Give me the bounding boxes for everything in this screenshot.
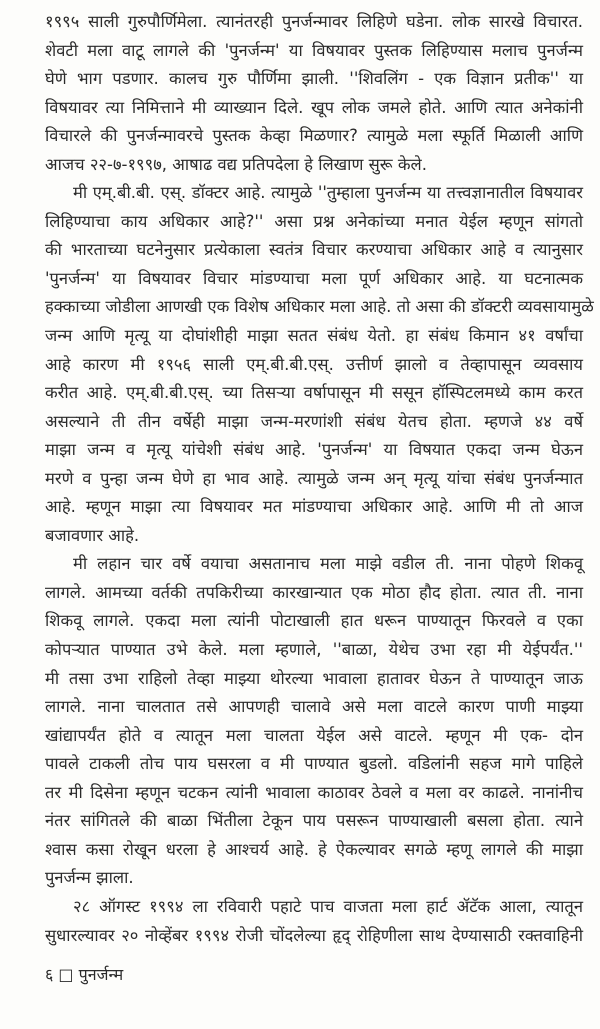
text-line: आहे. म्हणून माझा त्या विषयावर मत मांडण्याचा अधिकार आहे. आणि मी तो आज (45, 497, 583, 517)
text-line: बजावणार आहे. (45, 525, 140, 545)
text-line: पावले टाकली तोच पाय घसरला व मी पाण्यात बुडलो. वडिलांनी सहज मागे पाहिले (45, 754, 583, 774)
text-line: आजच २२-७-१९९७, आषाढ वद्य प्रतिपदेला हे लिखाण सुरू केले. (45, 154, 427, 174)
text-line: विचारले की पुनर्जन्मावरचे पुस्तक केव्हा मिळणार? त्यामुळे मला स्फूर्ति मिळाली आणि (45, 126, 583, 146)
text-line: असल्याने ती तीन वर्षेही माझा जन्म-मरणांशी संबंध येतच होता. म्हणजे ४४ वर्षे (45, 411, 583, 431)
text-line: सुधारल्यावर २० नोव्हेंबर १९९४ रोजी चोंदलेल्या हृद् रोहिणीला साथ देण्यासाठी रक्तवाहिनी (45, 925, 583, 945)
text-line: की भारताच्या घटनेनुसार प्रत्येकाला स्वतंत्र विचार करण्याचा अधिकार आहे व त्यानुसार (45, 240, 583, 260)
footer-separator: □ (58, 965, 74, 984)
text-line: खांद्यापर्यंत होते व त्यातून मला चालता येईल असे वाटले. म्हणून मी एक- दोन (45, 725, 583, 745)
text-line: पुनर्जन्म झाला. (45, 868, 134, 888)
text-line: आहे कारण मी १९५६ साली एम्.बी.बी.एस्. उत्तीर्ण झालो व तेव्हापासून व्यवसाय (45, 354, 583, 374)
text-line: जन्म आणि मृत्यू या दोघांशीही माझा सतत संबंध येतो. हा संबंध किमान ४१ वर्षांचा (45, 326, 583, 346)
page-body (45, 8, 594, 950)
page-number: ६ (45, 965, 54, 984)
text-line: माझा जन्म व मृत्यू यांचेशी संबंध आहे. 'पुनर्जन्म' या विषयात एकदा जन्म घेऊन (45, 440, 583, 460)
paragraph (45, 893, 583, 950)
text-line: नंतर सांगितले की बाळा भिंतीला टेकून पाय पसरून पाण्याखाली बसला होता. त्याने (45, 811, 583, 831)
paragraph (45, 550, 583, 893)
text-line: शिकवू लागले. एकदा मला त्यांनी पोटाखाली हात धरून पाण्यातून फिरवले व एका (45, 611, 583, 631)
text-line: तर मी दिसेना म्हणून चटकन त्यांनी भावाला काठावर ठेवले व मला वर काढले. नानांनीच (45, 782, 583, 802)
text-line: हक्काच्या जोडीला आणखी एक विशेष अधिकार मला आहे. तो असा की डॉक्टरी व्यवसायामुळे (45, 297, 594, 317)
paragraph (45, 179, 594, 550)
text-line: मी लहान चार वर्षे वयाचा असतानाच मला माझे वडील ती. नाना पोहणे शिकवू (73, 554, 583, 574)
text-line: लागले. आमच्या वर्तकी तपकिरीच्या कारखान्यात एक मोठा हौद होता. त्यात ती. नाना (45, 582, 583, 602)
text-line: मी तसा उभा राहिलो तेव्हा माझ्या थोरल्या भावाला हातावर घेऊन ते पाण्यातून जाऊ (45, 668, 583, 688)
text-line: मी एम्.बी.बी. एस्. डॉक्टर आहे. त्यामुळे ''तुम्हाला पुनर्जन्म या तत्त्वज्ञानातील विषयावर (73, 183, 583, 203)
text-line: विषयावर त्या निमित्ताने मी व्याख्यान दिले. खूप लोक जमले होते. आणि त्यात अनेकांनी (45, 97, 583, 117)
text-line: 'पुनर्जन्म' या विषयावर विचार मांडण्याचा मला पूर्ण अधिकार आहे. या घटनात्मक (45, 268, 583, 288)
page-footer (45, 963, 123, 985)
text-line: २८ ऑगस्ट १९९४ ला रविवारी पहाटे पाच वाजता मला हार्ट ॲटॅक आला, त्यातून (73, 896, 583, 916)
text-line: लागले. नाना चालतात तसे आपणही चालावे असे मला वाटले कारण पाणी माझ्या (45, 697, 583, 717)
text-line: मरणे व पुन्हा जन्म घेणे हा भाव आहे. त्यामुळे जन्म अन् मृत्यू यांचा संबंध पुनर्जन्मात (45, 468, 583, 488)
text-line: श्वास कसा रोखून धरला हे आश्चर्य आहे. हे ऐकल्यावर सगळे म्हणू लागले की माझा (45, 839, 583, 859)
running-title: पुनर्जन्म (78, 965, 124, 984)
text-line: घेणे भाग पडणार. कालच गुरु पौर्णिमा झाली. ''शिवलिंग - एक विज्ञान प्रतीक'' या (45, 69, 583, 89)
text-line: कोपऱ्यात पाण्यात उभे केले. मला म्हणाले, ''बाळा, येथेच उभा रहा मी येईपर्यंत.'' (45, 640, 583, 660)
paragraph (45, 8, 583, 179)
text-line: करीत आहे. एम्.बी.बी.एस्. च्या तिसऱ्या वर्षापासून मी ससून हॉस्पिटलमध्ये काम करत (45, 383, 583, 403)
text-line: शेवटी मला वाटू लागले की 'पुनर्जन्म' या विषयावर पुस्तक लिहिण्यास मलाच पुनर्जन्म (45, 40, 583, 60)
text-line: १९९५ साली गुरुपौर्णिमेला. त्यानंतरही पुनर्जन्मावर लिहिणे घडेना. लोक सारखे विचारत. (45, 12, 583, 31)
text-line: लिहिण्याचा काय अधिकार आहे?'' असा प्रश्न अनेकांच्या मनात येईल म्हणून सांगतो (45, 211, 583, 231)
